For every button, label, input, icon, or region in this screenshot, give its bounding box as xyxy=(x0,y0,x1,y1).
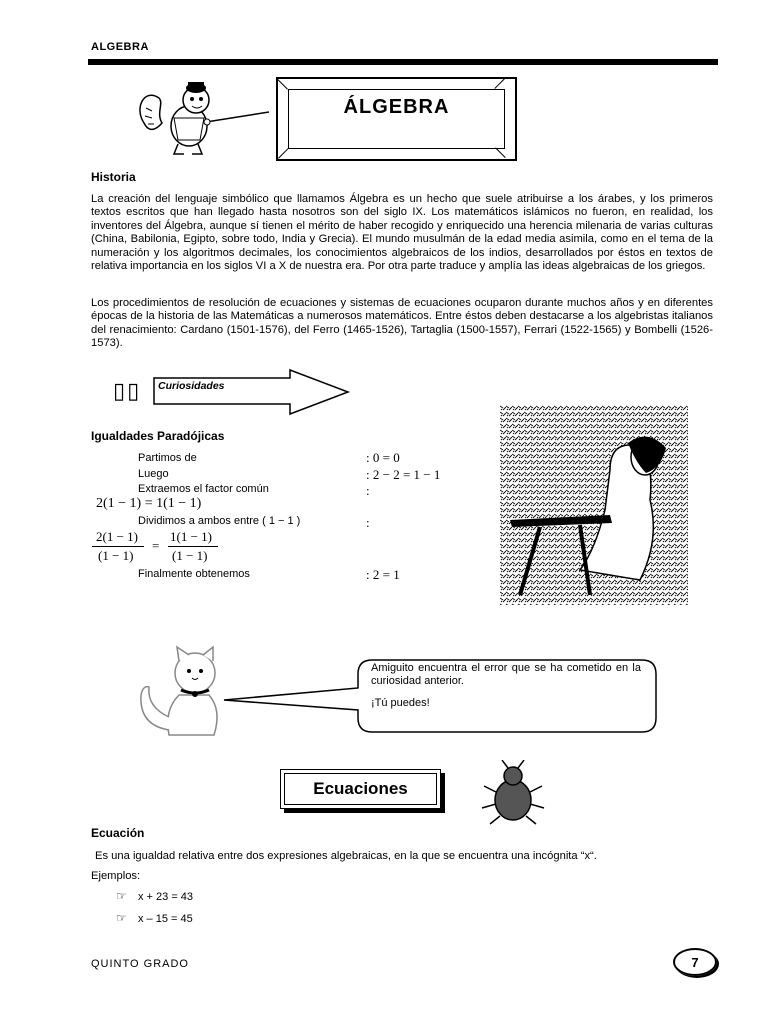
step-result: : 2 − 2 = 1 − 1 xyxy=(366,467,441,482)
title-frame xyxy=(276,77,517,161)
pointing-hand-icon: ☞ xyxy=(116,889,127,903)
fraction-equals: = xyxy=(152,538,160,553)
step-label: Luego xyxy=(138,468,169,480)
cat-illustration xyxy=(137,645,227,745)
bug-illustration xyxy=(478,760,548,826)
step-label: Finalmente obtenemos xyxy=(138,568,250,580)
example-item: x – 15 = 45 xyxy=(138,913,193,925)
historia-paragraph-2: Los procedimientos de resolución de ecuaciones y sistemas de ecuaciones ocuparon durante muchos años y en diferentes épocas de la historia de las Matemáticas a numerosos matemáticos. Entre éstos deben destacarse a los algebristas italianos del renacimiento: Cardano (1501-1576), del Ferro (1465-1526), Tartaglia (1500-1557), Ferrari (1522-1565) y Bombelli (1526-1573). xyxy=(91,297,713,350)
fraction-left-numerator: 2(1 − 1) xyxy=(96,529,138,544)
page-number-text: 7 xyxy=(691,954,699,970)
page-title: ÁLGEBRA xyxy=(343,96,450,118)
fraction-bar xyxy=(92,546,144,547)
step-label: Extraemos el factor común xyxy=(138,483,269,495)
fraction-bar xyxy=(168,546,218,547)
step-result: : xyxy=(366,483,370,498)
running-header: ALGEBRA xyxy=(91,41,149,53)
pointing-hand-icon: ☞ xyxy=(116,911,127,925)
ecuacion-definition: Es una igualdad relativa entre dos expresiones algebraicas, en la que se encuentra una incógnita “x“. xyxy=(95,850,597,862)
historia-paragraph-1: La creación del lenguaje simbólico que llamamos Álgebra es un hecho que suele atribuirse a los árabes, y los primeros textos escritos que han llegado hasta nosotros son del siglo IX. Los matemáticos islámicos no fueron, en realidad, los inventores del Álgebra, aunque sí tienen el mérito de haber recogido y enriquecido una herencia milenaria de varias culturas (China, Babilonia, Egipto, sobre todo, India y Grecia). El mundo musulmán de la edad media asimila, como en el tema de la numeración y los algoritmos decimales, los conocimientos algebraicos de los indios, desarrollados por éstos en textos de relativa importancia en los siglos VI a X de nuestra era. Por otra parte traduce y amplía las ideas algebraicas de los griegos. xyxy=(91,193,713,273)
step-label: Partimos de xyxy=(138,452,197,464)
factor-expression: 2(1 − 1) = 1(1 − 1) xyxy=(96,496,202,511)
igualdades-heading: Igualdades Paradójicas xyxy=(91,429,225,443)
example-item: x + 23 = 43 xyxy=(138,891,194,903)
title-inner xyxy=(288,89,505,149)
header-rule xyxy=(88,59,718,65)
step-label: Dividimos a ambos entre ( 1 − 1 ) xyxy=(138,515,301,527)
ecuaciones-title-box xyxy=(280,769,441,809)
bubble-encouragement: ¡Tú puedes! xyxy=(371,697,430,709)
historia-heading: Historia xyxy=(91,170,136,184)
step-result: : 2 = 1 xyxy=(366,567,400,582)
step-result: : 0 = 0 xyxy=(366,450,400,465)
fraction-left-denominator: (1 − 1) xyxy=(98,548,134,563)
curiosidades-label: Curiosidades xyxy=(158,380,225,392)
ecuaciones-title: Ecuaciones xyxy=(313,779,408,798)
fraction-equation xyxy=(92,529,222,565)
step-result: : xyxy=(366,515,370,530)
curiosidades-arrow xyxy=(152,368,352,418)
fraction-right-numerator: 1(1 − 1) xyxy=(170,529,212,544)
woman-reading-illustration xyxy=(500,405,688,605)
ecuaciones-title-inner xyxy=(284,773,437,805)
bubble-message: Amiguito encuentra el error que se ha cometido en la curiosidad anterior. xyxy=(371,662,641,687)
fraction-right-denominator: (1 − 1) xyxy=(172,548,208,563)
frame-bevel xyxy=(494,78,505,89)
fox-teacher-illustration xyxy=(134,78,274,158)
footer-grade: QUINTO GRADO xyxy=(91,958,189,970)
curiosidades-boxes: ▯▯ xyxy=(113,378,142,403)
examples-label: Ejemplos: xyxy=(91,870,141,882)
frame-bevel xyxy=(277,79,288,90)
page-number xyxy=(673,948,717,976)
frame-bevel xyxy=(278,148,289,159)
ecuacion-heading: Ecuación xyxy=(91,826,145,840)
